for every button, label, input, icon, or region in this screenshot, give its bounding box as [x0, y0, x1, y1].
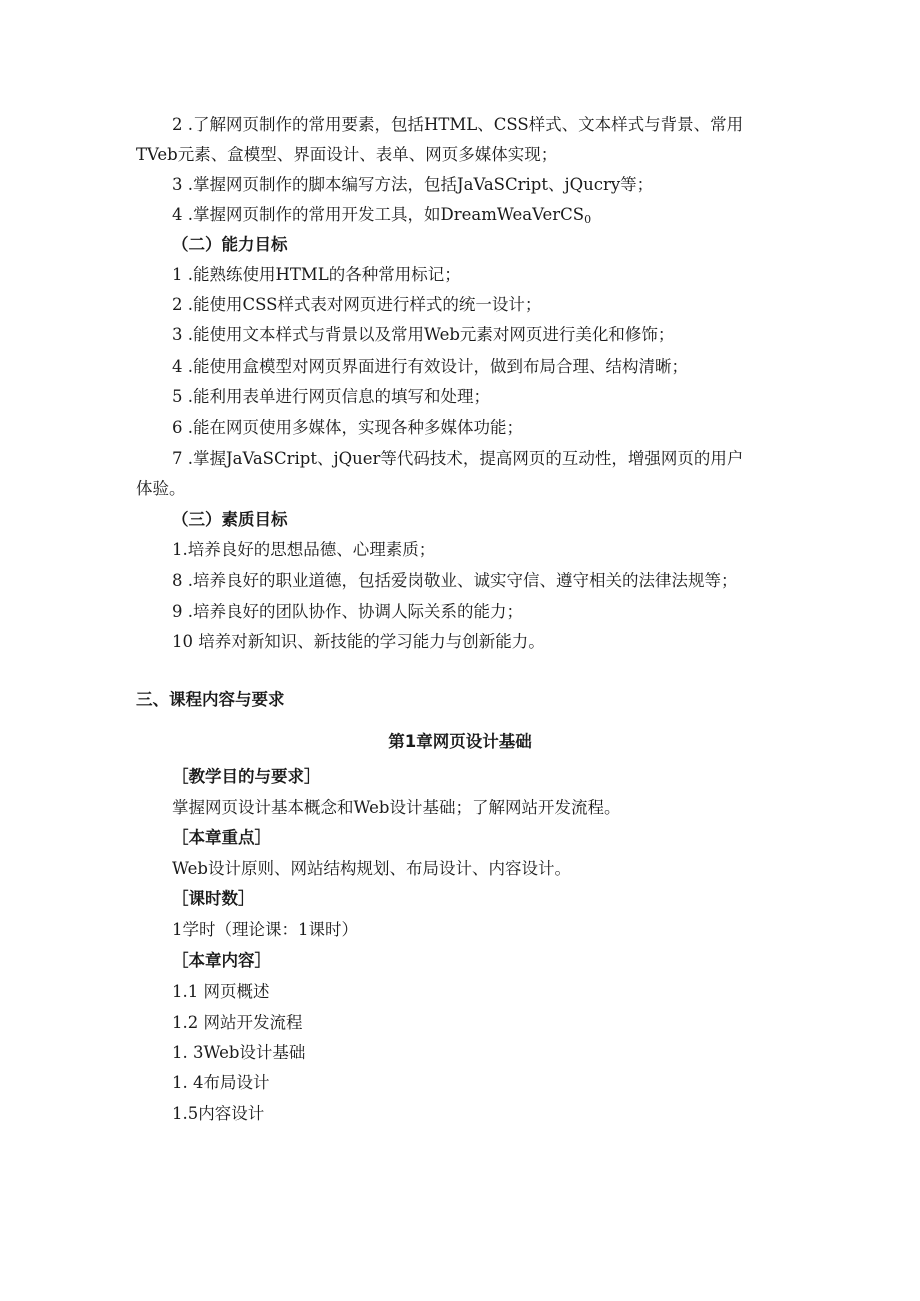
knowledge-item-4-subscript: 0 — [584, 213, 592, 226]
class-hours-text: 1学时（理论课：1课时） — [172, 920, 358, 939]
ability-item-4: 4 .能使用盒模型对网页界面进行有效设计，做到布局合理、结构清晰； — [172, 357, 688, 376]
content-item-1-5: 1.5内容设计 — [172, 1104, 265, 1123]
content-item-1-3: 1. 3Web设计基础 — [172, 1043, 306, 1062]
quality-item-1: 1.培养良好的思想品德、心理素质； — [172, 540, 436, 559]
chapter-focus-label: ［本章重点］ — [172, 828, 271, 847]
knowledge-item-2-line-1: 2 .了解网页制作的常用要素，包括HTML、CSS样式、文本样式与背景、常用 — [172, 115, 744, 134]
chapter-1-title: 第1章网页设计基础 — [388, 732, 532, 751]
quality-heading: （三）素质目标 — [172, 510, 288, 529]
ability-item-6: 6 .能在网页使用多媒体，实现各种多媒体功能； — [172, 418, 523, 437]
content-item-1-2: 1.2 网站开发流程 — [172, 1013, 303, 1032]
knowledge-item-3: 3 .掌握网页制作的脚本编写方法，包括JaVaSCript、jQucry等； — [172, 175, 654, 194]
ability-item-3: 3 .能使用文本样式与背景以及常用Web元素对网页进行美化和修饰； — [172, 325, 675, 344]
quality-item-8: 8 .培养良好的职业道德，包括爱岗敬业、诚实守信、遵守相关的法律法规等； — [172, 571, 738, 590]
knowledge-item-4 — [172, 204, 591, 231]
ability-heading: （二）能力目标 — [172, 235, 288, 254]
teaching-goal-label: ［教学目的与要求］ — [172, 767, 321, 786]
ability-item-7: 7 .掌握JaVaSCript、jQuer等代码技术，提高网页的互动性，增强网页的用户 — [172, 449, 744, 468]
ability-item-5: 5 .能利用表单进行网页信息的填写和处理； — [172, 387, 490, 406]
ability-item-7-continuation: 体验。 — [136, 479, 186, 498]
section-3-heading: 三、课程内容与要求 — [136, 690, 285, 709]
content-item-1-4: 1. 4布局设计 — [172, 1073, 270, 1092]
quality-item-10: 10 培养对新知识、新技能的学习能力与创新能力。 — [172, 632, 545, 651]
teaching-goal-text: 掌握网页设计基本概念和Web设计基础；了解网站开发流程。 — [172, 798, 621, 817]
ability-item-2: 2 .能使用CSS样式表对网页进行样式的统一设计； — [172, 295, 542, 314]
ability-item-1: 1 .能熟练使用HTML的各种常用标记； — [172, 265, 461, 284]
content-item-1-1: 1.1 网页概述 — [172, 982, 270, 1001]
chapter-content-label: ［本章内容］ — [172, 951, 271, 970]
chapter-focus-text: Web设计原则、网站结构规划、布局设计、内容设计。 — [172, 859, 571, 878]
quality-item-9: 9 .培养良好的团队协作、协调人际关系的能力； — [172, 602, 523, 621]
knowledge-item-2-line-2: TVeb元素、盒模型、界面设计、表单、网页多媒体实现； — [136, 145, 558, 164]
knowledge-item-4-text: 4 .掌握网页制作的常用开发工具，如DreamWeaVerCS — [172, 205, 585, 224]
class-hours-label: ［课时数］ — [172, 889, 255, 908]
